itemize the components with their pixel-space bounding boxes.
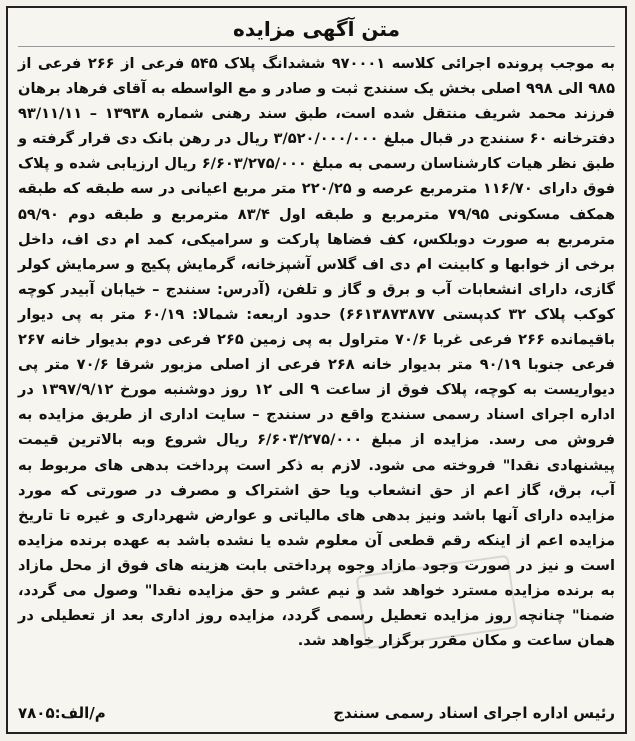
- notice-body: به موجب پرونده اجرائی کلاسه ۹۷۰۰۰۱ ششدانگ پلاک ۵۴۵ فرعی از ۲۶۶ فرعی از ۹۸۵ الی ۹۹۸ اصلی بخش یک سنندج ثبت و صادر و مع الواسطه به آقای فرهاد برهان فرزند محمد شریف منتقل شده است، طبق سند رهنی شماره ۱۳۹۳۸ – ۹۳/۱۱/۱۱ دفترخانه ۶۰ سنندج در قبال مبلغ ۳/۵۲۰/۰۰۰/۰۰۰ ریال در رهن بانک دی قرار گرفته و طبق نظر هیات کارشناسان رسمی به مبلغ ۶/۶۰۳/۲۷۵/۰۰۰ ریال ارزیابی شده و پلاک فوق دارای ۱۱۶/۷۰ مترمربع عرصه و ۲۲۰/۲۵ متر مربع اعیانی در سه طبقه که طبقه همکف مسکونی ۷۹/۹۵ مترمربع و طبقه اول ۸۳/۴ مترمربع و طبقه دوم ۵۹/۹۰ مترمربع به صورت دوبلکس، کف فضاها پارکت و سرامیکی، کمد ام دی اف، داخل برخی از خوابها و کابینت ام دی اف گلاس آشپزخانه، گرمایش پکیج و سرمایش کولر گازی، دارای انشعابات آب و برق و گاز و تلفن، (آدرس: سنندج – خیابان آبیدر کوچه کوکب پلاک ۳۲ کدپستی ۶۶۱۳۸۷۳۸۷۷) حدود اربعه: شمالا: ۶۰/۱۹ متر به پی دیوار باقیمانده ۲۶۶ فرعی غربا ۷۰/۶ متراول به پی زمین ۲۶۵ فرعی دوم بدیوار خانه ۲۶۷ فرعی جنوبا ۹۰/۱۹ متر بدیوار خانه ۲۶۸ فرعی از اصلی مزبور شرقا ۷۰/۶ متر پی دیواریست به کوچه، پلاک فوق از ساعت ۹ الی ۱۲ روز دوشنبه مورخ ۱۳۹۷/۹/۱۲ در اداره اجرای اسناد رسمی سنندج واقع در سنندج – سایت اداری از طریق مزایده به فروش می رسد. مزایده از مبلغ ۶/۶۰۳/۲۷۵/۰۰۰ ریال شروع وبه بالاترین قیمت پیشنهادی نقدا" فروخته می شود. لازم به ذکر است پرداخت بدهی های مربوط به آب، برق، گاز اعم از حق انشعاب ویا حق اشتراک و مصرف در صورتی که مورد مزایده دارای آنها باشد ونیز بدهی های مالیاتی و عوارض شهرداری و غیره تا تاریخ مزایده اعم از اینکه رقم قطعی آن معلوم شده یا نشده باشد به عهده برنده مزایده است و نیز در صورت وجود مازاد وجوه پرداختی بابت هزینه های فوق از محل مازاد به برنده مزایده مسترد خواهد شد و نیم عشر و حق مزایده نقدا" وصول می گردد، ضمنا" چنانچه روز مزایده تعطیل رسمی گردد، مزایده روز اداری بعد از تعطیلی در همان ساعت و مکان مقرر برگزار خواهد شد.: [18, 55, 616, 650]
- notice-title: متن آگهی مزایده: [18, 14, 615, 47]
- signature-line: رئیس اداره اجرای اسناد رسمی سنندج: [333, 704, 615, 722]
- reference-code: م/الف:۷۸۰۵: [18, 704, 106, 722]
- notice-footer: [18, 700, 615, 726]
- auction-notice: [6, 6, 627, 734]
